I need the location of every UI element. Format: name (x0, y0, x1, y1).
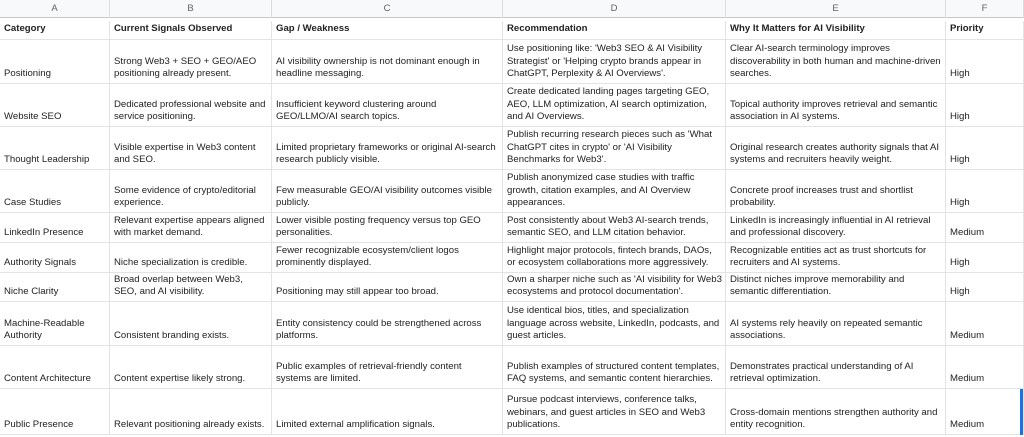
table-cell[interactable]: Distinct niches improve memorability and semantic differentiation. (726, 273, 946, 301)
table-cell[interactable]: LinkedIn is increasingly influential in AI retrieval and professional discovery. (726, 213, 946, 242)
table-row (0, 170, 1024, 213)
column-header-e[interactable]: E (726, 0, 946, 18)
table-row (0, 273, 1024, 302)
table-cell[interactable]: Content Architecture (0, 346, 110, 388)
table-cell[interactable]: Some evidence of crypto/editorial experience. (110, 170, 272, 212)
table-cell[interactable]: Visible expertise in Web3 content and SEO. (110, 127, 272, 169)
table-row (0, 213, 1024, 243)
table-cell[interactable]: Relevant positioning already exists. (110, 389, 272, 434)
table-row (0, 243, 1024, 273)
table-cell[interactable]: Medium (946, 213, 1024, 242)
table-cell[interactable]: Recognizable entities act as trust shortcuts for recruiters and AI systems. (726, 243, 946, 272)
table-cell[interactable]: Medium (946, 389, 1024, 434)
table-cell[interactable]: Authority Signals (0, 243, 110, 272)
table-cell[interactable]: Cross-domain mentions strengthen authority and entity recognition. (726, 389, 946, 434)
table-cell[interactable]: Few measurable GEO/AI visibility outcomes visible publicly. (272, 170, 503, 212)
table-cell[interactable]: Machine-Readable Authority (0, 302, 110, 345)
table-cell[interactable]: Use positioning like: 'Web3 SEO & AI Visibility Strategist' or 'Helping crypto brands appear in ChatGPT, Perplexity & AI Overviews'. (503, 40, 726, 83)
table-cell[interactable]: Public examples of retrieval-friendly content systems are limited. (272, 346, 503, 388)
table-cell[interactable]: Publish recurring research pieces such as 'What ChatGPT cites in crypto' or 'AI Visibility Benchmarks for Web3'. (503, 127, 726, 169)
column-header-row (0, 0, 1024, 18)
column-header-a[interactable]: A (0, 0, 110, 18)
table-cell[interactable]: High (946, 273, 1024, 301)
table-cell[interactable]: Insufficient keyword clustering around GEO/LLMO/AI search topics. (272, 84, 503, 126)
table-cell[interactable]: Niche specialization is credible. (110, 243, 272, 272)
table-cell[interactable]: High (946, 170, 1024, 212)
table-cell[interactable]: High (946, 84, 1024, 126)
table-cell[interactable]: Concrete proof increases trust and shortlist probability. (726, 170, 946, 212)
header-cell[interactable]: Priority (946, 21, 1024, 39)
table-cell[interactable]: Positioning (0, 40, 110, 83)
table-cell[interactable]: Fewer recognizable ecosystem/client logos prominently displayed. (272, 243, 503, 272)
table-cell[interactable]: Use identical bios, titles, and specialization language across website, LinkedIn, podcasts, and guest articles. (503, 302, 726, 345)
table-row (0, 127, 1024, 170)
column-header-b[interactable]: B (110, 0, 272, 18)
column-header-d[interactable]: D (503, 0, 726, 18)
header-cell[interactable]: Why It Matters for AI Visibility (726, 21, 946, 39)
header-cell[interactable]: Current Signals Observed (110, 21, 272, 39)
table-row (0, 346, 1024, 389)
table-cell[interactable]: Relevant expertise appears aligned with market demand. (110, 213, 272, 242)
table-cell[interactable]: High (946, 40, 1024, 83)
column-header-c[interactable]: C (272, 0, 503, 18)
header-row (0, 21, 1024, 40)
table-cell[interactable]: Entity consistency could be strengthened across platforms. (272, 302, 503, 345)
table-cell[interactable]: Broad overlap between Web3, SEO, and AI visibility. (110, 273, 272, 301)
table-row (0, 302, 1024, 346)
table-cell[interactable]: Highlight major protocols, fintech brands, DAOs, or ecosystem collaborations more aggressively. (503, 243, 726, 272)
table-cell[interactable]: Create dedicated landing pages targeting GEO, AEO, LLM optimization, AI search optimization, and AI Overviews. (503, 84, 726, 126)
table-cell[interactable]: Topical authority improves retrieval and semantic association in AI systems. (726, 84, 946, 126)
table-cell[interactable]: Clear AI-search terminology improves discoverability in both human and machine-driven searches. (726, 40, 946, 83)
table-cell[interactable]: Website SEO (0, 84, 110, 126)
table-cell[interactable]: Medium (946, 346, 1024, 388)
table-cell[interactable]: Strong Web3 + SEO + GEO/AEO positioning already present. (110, 40, 272, 83)
selection-indicator (1020, 389, 1023, 435)
table-cell[interactable]: LinkedIn Presence (0, 213, 110, 242)
table-cell[interactable]: Positioning may still appear too broad. (272, 273, 503, 301)
table-cell[interactable]: Demonstrates practical understanding of AI retrieval optimization. (726, 346, 946, 388)
table-cell[interactable]: Dedicated professional website and service positioning. (110, 84, 272, 126)
table-cell[interactable]: Limited external amplification signals. (272, 389, 503, 434)
table-cell[interactable]: Thought Leadership (0, 127, 110, 169)
table-cell[interactable]: High (946, 127, 1024, 169)
header-cell[interactable]: Gap / Weakness (272, 21, 503, 39)
table-cell[interactable]: Medium (946, 302, 1024, 345)
column-header-f[interactable]: F (946, 0, 1024, 18)
table-cell[interactable]: Post consistently about Web3 AI-search trends, semantic SEO, and LLM citation behavior. (503, 213, 726, 242)
table-cell[interactable]: Original research creates authority signals that AI systems and recruiters heavily weight. (726, 127, 946, 169)
table-cell[interactable]: Pursue podcast interviews, conference talks, webinars, and guest articles in SEO and Web3 publications. (503, 389, 726, 434)
table-cell[interactable]: Consistent branding exists. (110, 302, 272, 345)
header-cell[interactable]: Recommendation (503, 21, 726, 39)
table-cell[interactable]: Limited proprietary frameworks or original AI-search research publicly visible. (272, 127, 503, 169)
table-cell[interactable]: Content expertise likely strong. (110, 346, 272, 388)
table-cell[interactable]: Publish anonymized case studies with traffic growth, citation examples, and AI Overview appearances. (503, 170, 726, 212)
table-cell[interactable]: Niche Clarity (0, 273, 110, 301)
header-cell[interactable]: Category (0, 21, 110, 39)
table-row (0, 389, 1024, 435)
table-cell[interactable]: High (946, 243, 1024, 272)
table-row (0, 84, 1024, 127)
table-cell[interactable]: Public Presence (0, 389, 110, 434)
table-cell[interactable]: Case Studies (0, 170, 110, 212)
table-cell[interactable]: Lower visible posting frequency versus top GEO personalities. (272, 213, 503, 242)
table-cell[interactable]: AI visibility ownership is not dominant enough in headline messaging. (272, 40, 503, 83)
table-row (0, 40, 1024, 84)
table-cell[interactable]: Own a sharper niche such as 'AI visibility for Web3 ecosystems and protocol documentation'. (503, 273, 726, 301)
table-cell[interactable]: Publish examples of structured content templates, FAQ systems, and semantic content hierarchies. (503, 346, 726, 388)
table-cell[interactable]: AI systems rely heavily on repeated semantic associations. (726, 302, 946, 345)
